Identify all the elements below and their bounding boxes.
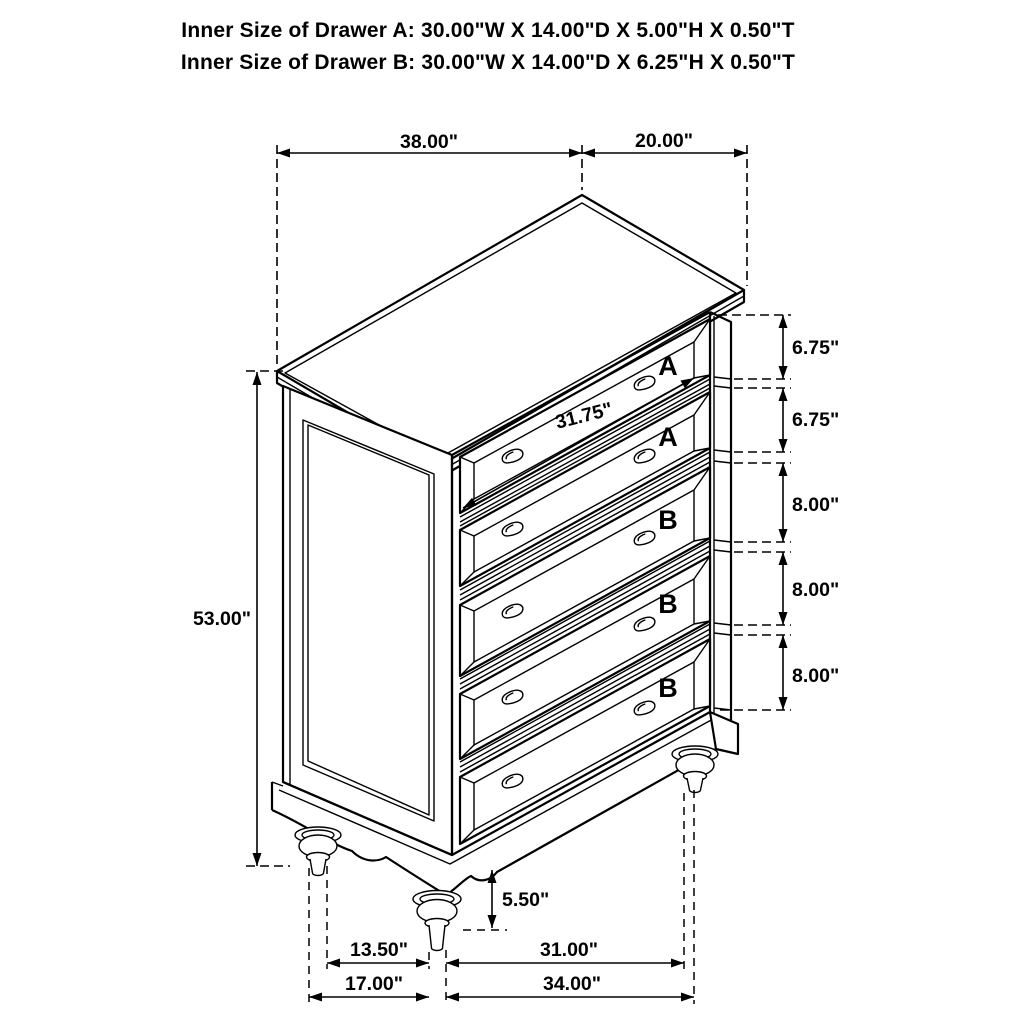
drawer3-height-label: 8.00" (792, 494, 840, 516)
drawer2-height-label: 6.75" (792, 409, 840, 431)
drawer1-height-label: 6.75" (792, 337, 840, 359)
leg-rear-left (295, 827, 341, 876)
total-height-dimension (193, 371, 290, 866)
drawer-label-a2: A (658, 422, 678, 452)
top-width-label: 38.00" (399, 131, 459, 153)
drawer-label-b5: B (658, 673, 678, 703)
drawer4-height-label: 8.00" (792, 579, 840, 601)
total-height-label: 53.00" (192, 608, 251, 630)
drawer-label-a1: A (658, 351, 678, 381)
drawer-height-dimensions (718, 315, 839, 710)
front-leg-span-label: 31.00" (539, 939, 599, 961)
drawer5-height-label: 8.00" (792, 665, 840, 687)
leg-spacing-label: 13.50" (349, 939, 409, 961)
drawer-label-b4: B (658, 589, 678, 619)
leg-front (413, 891, 461, 951)
leg-height-label: 5.50" (502, 889, 550, 911)
drawer-b-inner-size-text: Inner Size of Drawer B: 30.00"W X 14.00"D X 6.25"H X 0.50"T (180, 51, 796, 74)
side-depth-label: 17.00" (344, 973, 404, 995)
opening-width-label: 31.75" (553, 398, 615, 434)
leg-front-right (672, 746, 718, 793)
left-side-panel (283, 386, 452, 855)
top-depth-label: 20.00" (634, 130, 694, 152)
drawer-a-inner-size-text: Inner Size of Drawer A: 30.00"W X 14.00"D X 5.00"H X 0.50"T (181, 19, 795, 42)
front-width-label: 34.00" (542, 973, 602, 995)
drawer-label-b3: B (658, 505, 678, 535)
